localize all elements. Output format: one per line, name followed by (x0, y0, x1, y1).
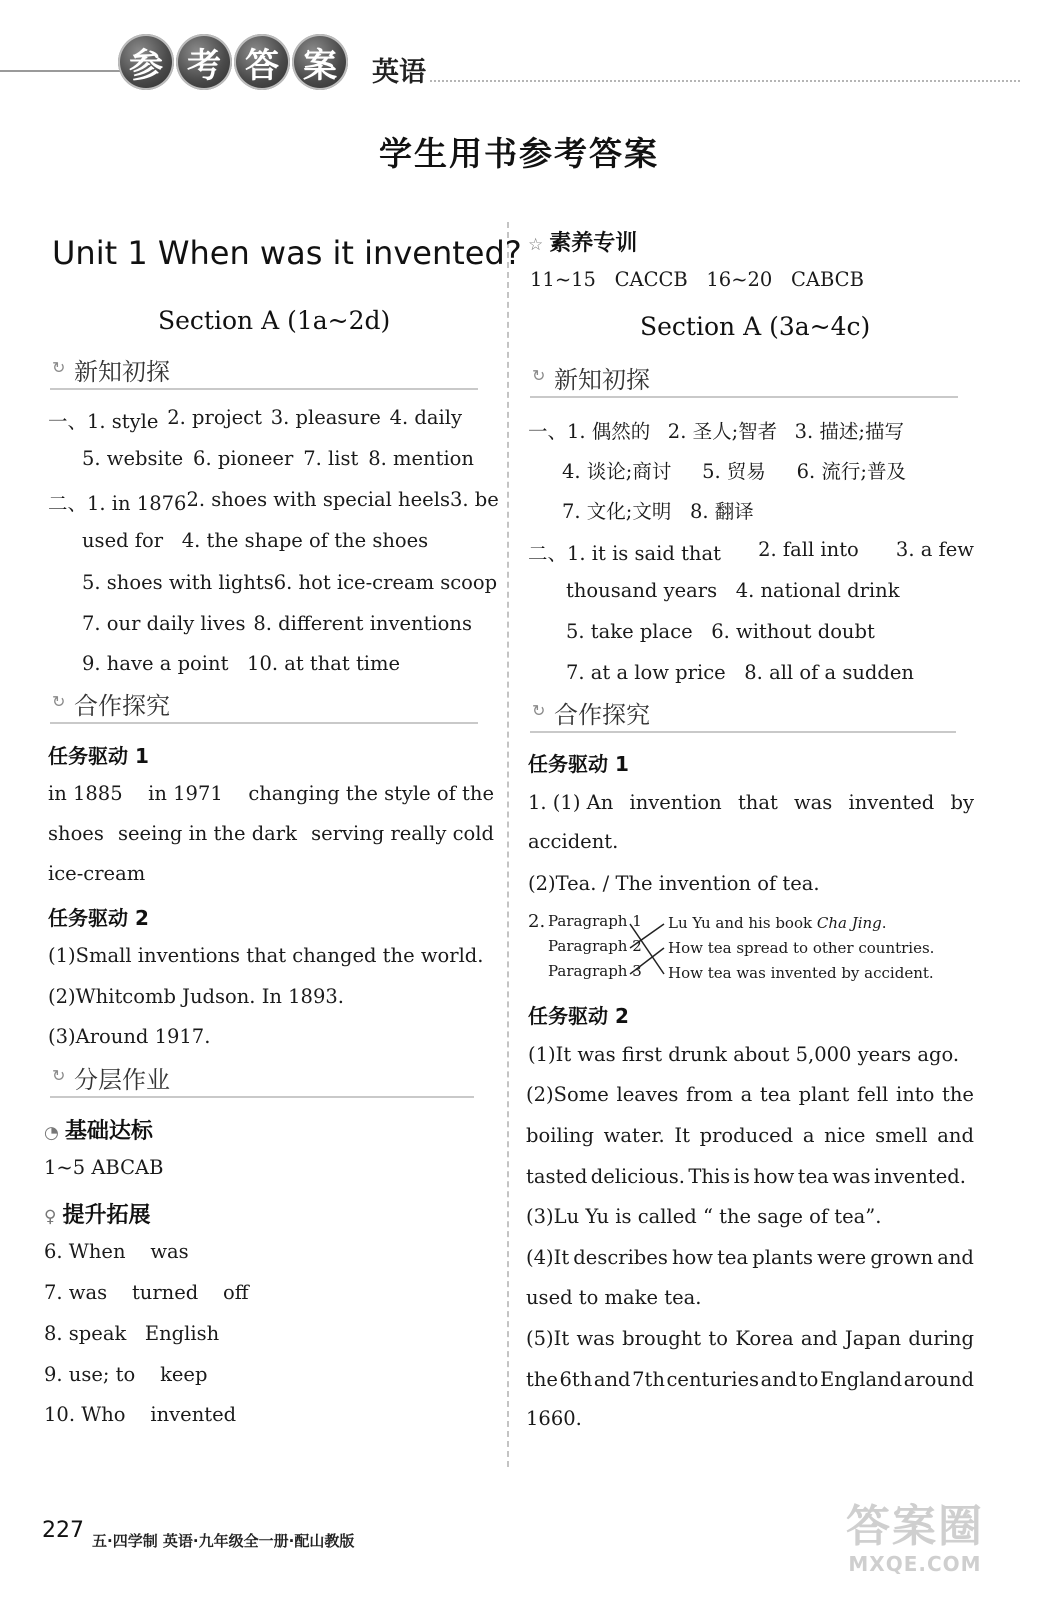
answer-line: 9. use; to keep (44, 1363, 208, 1386)
task-heading: 任务驱动 2 (528, 1004, 629, 1028)
answer-line: 7. was turned off (44, 1281, 249, 1304)
watermark (846, 1502, 984, 1576)
page-title: 学生用书参考答案 (379, 134, 659, 173)
page-turn-icon: ↻ (532, 366, 546, 385)
answer-line: ice-cream (48, 862, 146, 885)
bar-label: 新知初探 (74, 358, 170, 386)
bar-homework (50, 1060, 474, 1098)
badge-char: 参 (118, 34, 174, 90)
badge-char: 案 (292, 34, 348, 90)
answer-line: (2)Some leaves from a tea plant fell into the (526, 1083, 974, 1106)
answer-line: (1)Small inventions that changed the world. (48, 944, 484, 967)
bar-cooperation-right (530, 695, 956, 733)
subheading-improve: ♀ 提升拓展 (44, 1203, 151, 1228)
task-heading: 任务驱动 2 (48, 906, 149, 930)
bulb-icon: ◔ (44, 1123, 59, 1143)
answer-line: (3)Lu Yu is called “ the sage of tea”. (526, 1205, 882, 1228)
bar-label: 新知初探 (554, 366, 650, 394)
answer-line: used for 4. the shape of the shoes (82, 529, 429, 552)
answer-line: 11~15 CACCB 16~20 CABCB (530, 268, 864, 291)
answer-line: shoes seeing in the dark serving really cold (48, 822, 494, 845)
answer-line: 5. shoes with lights 6. hot ice-cream scoop (82, 571, 498, 594)
match-line (630, 948, 664, 974)
match-prefix: 2. (528, 911, 546, 932)
paragraph-label: Paragraph 2 (548, 937, 642, 955)
bulb-icon: ♀ (44, 1207, 57, 1227)
subject-label: 英语 (372, 57, 426, 88)
answer-line: 10. Who invented (44, 1403, 237, 1426)
subheading-training: ☆ 素养专训 (528, 231, 638, 256)
page-turn-icon: ↻ (532, 701, 546, 720)
task-heading: 任务驱动 1 (48, 744, 149, 768)
answer-line: in 1885 in 1971 changing the style of the (48, 782, 494, 805)
badge-char: 考 (176, 34, 232, 90)
answer-line: 5. take place 6. without doubt (566, 620, 875, 643)
match-answer: How tea was invented by accident. (668, 964, 934, 982)
task-heading: 任务驱动 1 (528, 752, 629, 776)
answer-line: 二、1. it is said that 2. fall into 3. a few (528, 538, 974, 565)
matching-lines (626, 912, 670, 982)
answer-key-badge (118, 34, 348, 90)
unit-title: Unit 1 When was it invented? (52, 234, 522, 272)
answer-line: 1. (1) An invention that was invented by (528, 791, 974, 814)
answer-line: accident. (528, 830, 619, 853)
star-icon: ☆ (528, 235, 544, 255)
watermark-url: MXQE.COM (848, 1552, 982, 1576)
answer-line: (3)Around 1917. (48, 1025, 211, 1048)
section-title-left: Section A (1a~2d) (158, 306, 391, 335)
answer-line: 1660. (526, 1407, 582, 1430)
page-turn-icon: ↻ (52, 692, 66, 711)
answer-line: (1)It was first drunk about 5,000 years ago. (528, 1043, 960, 1066)
page-number: 227 (42, 1518, 84, 1543)
page-turn-icon: ↻ (52, 1066, 66, 1085)
watermark-text: 答案圈 (846, 1501, 984, 1552)
answer-line: 1~5 ABCAB (44, 1156, 164, 1179)
bar-label: 合作探究 (74, 692, 170, 720)
answer-line: 7. 文化;文明 8. 翻译 (562, 500, 754, 523)
match-line (630, 924, 664, 948)
answer-line: 5. website 6. pioneer 7. list 8. mention (82, 447, 474, 470)
answer-line: (4)It describes how tea plants were grown and (526, 1246, 974, 1269)
bar-cooperation-left (50, 686, 478, 724)
match-line (630, 924, 664, 974)
bar-label: 合作探究 (554, 701, 650, 729)
paragraph-label: Paragraph 3 (548, 962, 642, 980)
answer-line: (2)Tea. / The invention of tea. (528, 872, 820, 895)
answer-line: boiling water. It produced a nice smell and (526, 1124, 974, 1147)
answer-line: 一、1. 偶然的 2. 圣人;智者 3. 描述;描写 (528, 420, 904, 443)
subheading-basic: ◔ 基础达标 (44, 1119, 153, 1144)
answer-line: 9. have a point 10. at that time (82, 652, 401, 675)
answer-line: 4. 谈论;商讨 5. 贸易 6. 流行;普及 (562, 460, 906, 483)
book-info: 五·四学制 英语·九年级全一册·配山教版 (92, 1532, 355, 1550)
answer-line: 6. When was (44, 1240, 189, 1263)
answer-line: the 6th and 7th centuries and to England around (526, 1368, 974, 1391)
match-answer: Lu Yu and his book Cha Jing. (668, 914, 887, 932)
answer-line: 二、1. in 1876 2. shoes with special heels 3. be (48, 488, 499, 515)
bar-new-knowledge-right (530, 360, 958, 398)
answer-line: thousand years 4. national drink (566, 579, 900, 602)
bar-label: 分层作业 (74, 1066, 170, 1094)
answer-line: tasted delicious. This is how tea was invented. (526, 1165, 966, 1188)
answer-line: (2)Whitcomb Judson. In 1893. (48, 985, 344, 1008)
answer-line: 7. our daily lives 8. different inventions (82, 612, 472, 635)
header-rule-right (430, 80, 1020, 82)
paragraph-label: Paragraph 1 (548, 912, 642, 930)
answer-line: (5)It was brought to Korea and Japan during (526, 1327, 974, 1350)
section-title-right: Section A (3a~4c) (640, 312, 871, 341)
answer-line: 7. at a low price 8. all of a sudden (566, 661, 914, 684)
answer-line: used to make tea. (526, 1286, 702, 1309)
answer-line: 8. speak English (44, 1322, 220, 1345)
column-divider (507, 222, 509, 1467)
header-rule-left (0, 70, 130, 72)
match-answer: How tea spread to other countries. (668, 939, 935, 957)
page-turn-icon: ↻ (52, 358, 66, 377)
answer-line: 一、1. style 2. project 3. pleasure 4. daily (48, 406, 462, 433)
badge-char: 答 (234, 34, 290, 90)
bar-new-knowledge-left (50, 352, 478, 390)
